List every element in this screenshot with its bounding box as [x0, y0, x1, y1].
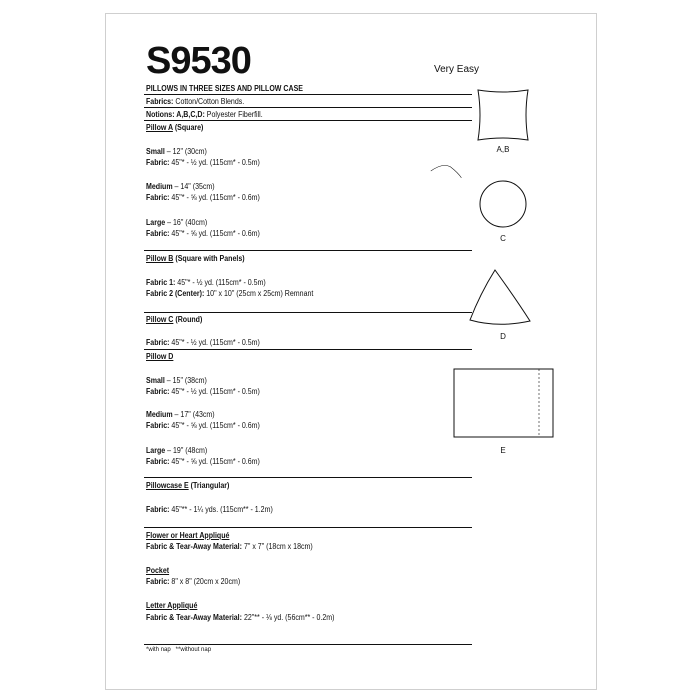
view-label-e: E	[500, 446, 506, 455]
difficulty-label: Very Easy	[434, 64, 480, 75]
pocket-heading: Pocket	[146, 566, 170, 575]
letter-applique-material: Fabric & Tear-Away Material: 22"** - ⅛ yd. (56cm** - 0.2m)	[146, 613, 335, 622]
pillow-a-small-size: Small – 12" (30cm)	[146, 147, 207, 156]
pocket-material: Fabric: 8" x 8" (20cm x 20cm)	[146, 577, 241, 586]
pillow-d-medium-size: Medium – 17" (43cm)	[146, 410, 215, 419]
view-label-c: C	[500, 234, 506, 243]
pillow-d-small-size: Small – 15" (38cm)	[146, 376, 207, 385]
applique-material: Fabric & Tear-Away Material: 7" x 7" (18cm x 18cm)	[146, 542, 313, 551]
pillow-d-heading: Pillow D	[146, 352, 174, 361]
pillow-b-fabric2: Fabric 2 (Center): 10" x 10" (25cm x 25cm) Remnant	[146, 289, 314, 298]
letter-applique-heading: Letter Appliqué	[146, 601, 198, 610]
pillow-a-small-fabric: Fabric: 45"* - ½ yd. (115cm* - 0.5m)	[146, 158, 260, 167]
pillow-a-large-size: Large – 16" (40cm)	[146, 218, 208, 227]
round-pillow-sketch	[480, 181, 526, 227]
pillow-c-fabric: Fabric: 45"* - ½ yd. (115cm* - 0.5m)	[146, 338, 260, 347]
pillowcase-e-heading: Pillowcase E (Triangular)	[146, 481, 230, 490]
pattern-sheet	[105, 13, 597, 690]
pillow-d-large-fabric: Fabric: 45"* - ⅝ yd. (115cm* - 0.6m)	[146, 457, 260, 466]
pillow-a-heading: Pillow A (Square)	[146, 123, 204, 132]
pillowcase-e-fabric: Fabric: 45"** - 1¼ yds. (115cm** - 1.2m)	[146, 505, 273, 514]
fabrics-line: Fabrics: Cotton/Cotton Blends.	[146, 97, 245, 106]
pillowcase-sketch	[454, 369, 553, 437]
pattern-title: PILLOWS IN THREE SIZES AND PILLOW CASE	[146, 84, 303, 93]
pillow-b-fabric1: Fabric 1: 45"* - ½ yd. (115cm* - 0.5m)	[146, 278, 266, 287]
notions-line: Notions: A,B,C,D: Polyester Fiberfill.	[146, 110, 263, 119]
pillow-d-large-size: Large – 19" (48cm)	[146, 446, 208, 455]
pillow-d-small-fabric: Fabric: 45"* - ½ yd. (115cm* - 0.5m)	[146, 387, 260, 396]
pattern-number: S9530	[146, 40, 251, 82]
footnote: *with nap **without nap	[146, 647, 212, 653]
applique-heading: Flower or Heart Appliqué	[146, 531, 230, 540]
pillow-b-heading: Pillow B (Square with Panels)	[146, 254, 245, 263]
view-sketches	[106, 14, 596, 689]
pillow-a-large-fabric: Fabric: 45"* - ⅝ yd. (115cm* - 0.6m)	[146, 229, 260, 238]
round-pillow-highlight	[431, 165, 462, 177]
square-pillow-sketch	[478, 90, 528, 140]
view-label-d: D	[500, 332, 506, 341]
pillow-a-medium-size: Medium – 14" (35cm)	[146, 182, 215, 191]
pillow-a-medium-fabric: Fabric: 45"* - ⅝ yd. (115cm* - 0.6m)	[146, 193, 260, 202]
pillow-d-medium-fabric: Fabric: 45"* - ⅝ yd. (115cm* - 0.6m)	[146, 421, 260, 430]
pillow-c-heading: Pillow C (Round)	[146, 315, 203, 324]
view-label-ab: A,B	[496, 145, 510, 154]
triangle-pillow-sketch	[470, 270, 530, 324]
